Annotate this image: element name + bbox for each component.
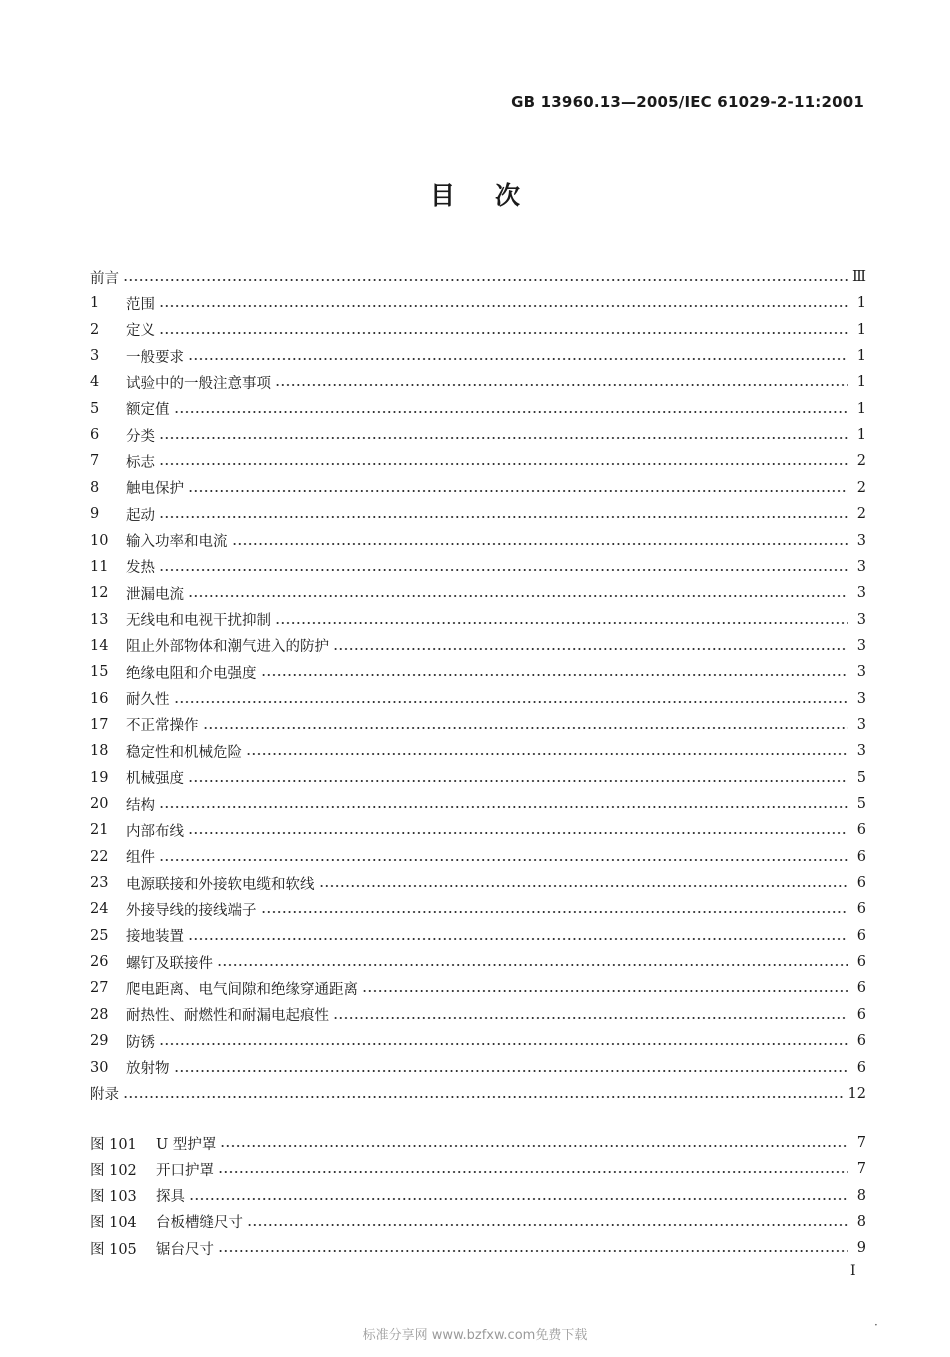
- dot-leader: [218, 1171, 848, 1173]
- page-ref: 1: [856, 348, 866, 365]
- toc-entry: [90, 1004, 866, 1026]
- page-ref: 1: [856, 321, 866, 338]
- page-ref: 2: [856, 453, 866, 470]
- section-title: 绝缘电阻和介电强度: [126, 665, 257, 682]
- dot-leader: [261, 911, 849, 913]
- dot-leader: [159, 806, 848, 808]
- figure-number: 图 102: [90, 1162, 137, 1179]
- page-ref: 3: [856, 690, 866, 707]
- toc-entry: [90, 450, 866, 472]
- section-number: 14: [90, 637, 109, 654]
- section-number: 2: [90, 321, 100, 338]
- section-number: 1: [90, 295, 100, 312]
- toc-entry: [90, 556, 866, 578]
- section-title: 一般要求: [126, 349, 184, 366]
- section-title: 电源联接和外接软电缆和软线: [126, 876, 315, 893]
- section-number: 8: [90, 479, 100, 496]
- section-number: 22: [90, 848, 109, 865]
- section-title: 内部布线: [126, 823, 184, 840]
- section-number: 24: [90, 901, 109, 918]
- section-number: 5: [90, 400, 100, 417]
- section-number: 28: [90, 1006, 109, 1023]
- dot-leader: [217, 964, 848, 966]
- toc-entry: [90, 977, 866, 999]
- dot-leader: [159, 1043, 848, 1045]
- watermark-text: 标准分享网 www.bzfxw.com免费下载: [362, 1328, 588, 1343]
- dot-leader: [333, 648, 848, 650]
- corner-mark: ·: [874, 1318, 878, 1332]
- figure-number: 图 101: [90, 1136, 137, 1153]
- standard-code: GB 13960.13—2005/IEC 61029-2-11:2001: [511, 93, 864, 111]
- section-title: 接地装置: [126, 929, 184, 946]
- section-title: 耐久性: [126, 692, 170, 709]
- figure-title: U 型护罩: [156, 1136, 217, 1153]
- figure-entry: [90, 1237, 866, 1259]
- page-ref: 2: [856, 506, 866, 523]
- section-number: 12: [90, 585, 109, 602]
- dot-leader: [188, 358, 848, 360]
- section-number: 21: [90, 822, 109, 839]
- section-title: 外接导线的接线端子: [126, 902, 257, 919]
- page-ref: 3: [856, 611, 866, 628]
- toc-entry: [90, 1030, 866, 1052]
- toc-entry: [90, 582, 866, 604]
- dot-leader: [188, 780, 848, 782]
- dot-leader: [174, 1070, 849, 1072]
- page-ref: 1: [856, 295, 866, 312]
- section-title: 螺钉及联接件: [126, 955, 213, 972]
- toc-entry: [90, 688, 866, 710]
- dot-leader: [188, 595, 848, 597]
- figure-entry: [90, 1185, 866, 1207]
- page-ref: 1: [856, 400, 866, 417]
- section-title: 额定值: [126, 402, 170, 419]
- section-title: 组件: [126, 850, 155, 867]
- dot-leader: [174, 701, 849, 703]
- dot-leader: [159, 569, 848, 571]
- page-ref: 3: [856, 637, 866, 654]
- section-title: 发热: [126, 560, 155, 577]
- section-title: 分类: [126, 428, 155, 445]
- dot-leader: [275, 622, 848, 624]
- page-ref: 6: [856, 980, 866, 997]
- toc-entry: [90, 767, 866, 789]
- figure-entry: [90, 1158, 866, 1180]
- dot-leader: [275, 384, 848, 386]
- page-ref: 7: [856, 1161, 866, 1178]
- dot-leader: [159, 859, 848, 861]
- section-number: 9: [90, 506, 100, 523]
- toc-entry: [90, 793, 866, 815]
- dot-leader: [218, 1250, 848, 1252]
- figure-entry: [90, 1211, 866, 1233]
- toc-entry: [90, 371, 866, 393]
- section-number: 6: [90, 427, 100, 444]
- section-number: 29: [90, 1033, 109, 1050]
- figure-title: 台板槽缝尺寸: [156, 1215, 243, 1232]
- page-ref: 6: [856, 848, 866, 865]
- page-ref: 5: [856, 769, 866, 786]
- dot-leader: [203, 727, 849, 729]
- section-title: 输入功率和电流: [126, 534, 228, 550]
- page-number: I: [850, 1263, 856, 1279]
- section-title: 定义: [126, 323, 155, 340]
- page-ref: 6: [856, 927, 866, 944]
- page-ref: 6: [856, 1033, 866, 1050]
- section-number: 26: [90, 954, 109, 971]
- dot-leader: [123, 279, 848, 281]
- figure-number: 图 105: [90, 1241, 137, 1258]
- section-number: 18: [90, 743, 109, 760]
- section-title: 爬电距离、电气间隙和绝缘穿通距离: [126, 981, 358, 998]
- page-ref: 6: [856, 901, 866, 918]
- toc-entry: [90, 1083, 866, 1105]
- toc-entry: [90, 661, 866, 683]
- figure-entry: [90, 1132, 866, 1154]
- section-number: 17: [90, 716, 109, 733]
- dot-leader: [159, 305, 848, 307]
- page-ref: 6: [856, 1059, 866, 1076]
- toc-entry: [90, 292, 866, 314]
- dot-leader: [220, 1145, 848, 1147]
- dot-leader: [159, 437, 848, 439]
- dot-leader: [188, 938, 848, 940]
- section-number: 7: [90, 453, 100, 470]
- toc-entry: [90, 609, 866, 631]
- figure-title: 锯台尺寸: [156, 1241, 214, 1258]
- toc-entry: [90, 819, 866, 841]
- dot-leader: [174, 411, 849, 413]
- dot-leader: [232, 543, 849, 545]
- dot-leader: [319, 885, 849, 887]
- section-title: 不正常操作: [126, 718, 199, 735]
- section-number: 20: [90, 796, 109, 812]
- page-ref: 3: [856, 532, 866, 549]
- section-number: 13: [90, 611, 109, 628]
- page-ref: 3: [856, 664, 866, 681]
- dot-leader: [189, 1198, 848, 1200]
- dot-leader: [261, 674, 849, 676]
- toc-entry: [90, 714, 866, 736]
- toc-entry: [90, 740, 866, 762]
- figure-number: 图 104: [90, 1215, 137, 1232]
- page-ref: 3: [856, 743, 866, 760]
- section-number: 27: [90, 980, 109, 997]
- section-title: 前言: [90, 270, 119, 287]
- toc-entry: [90, 477, 866, 499]
- dot-leader: [246, 753, 848, 755]
- page-ref: 1: [856, 374, 866, 391]
- dot-leader: [362, 990, 848, 992]
- toc-entry: [90, 635, 866, 657]
- section-title: 起动: [126, 507, 155, 524]
- section-title: 耐热性、耐燃性和耐漏电起痕性: [126, 1008, 329, 1025]
- toc-entry: [90, 925, 866, 947]
- section-number: 3: [90, 348, 100, 365]
- section-title: 防锈: [126, 1034, 155, 1051]
- section-title: 稳定性和机械危险: [126, 744, 242, 761]
- section-title: 放射物: [126, 1061, 170, 1077]
- dot-leader: [159, 516, 848, 518]
- section-title: 标志: [126, 454, 155, 471]
- toc-entry: [90, 530, 866, 552]
- page-ref: Ⅲ: [852, 269, 866, 285]
- dot-leader: [159, 463, 848, 465]
- toc-entry: [90, 951, 866, 973]
- page-ref: 3: [856, 585, 866, 602]
- section-number: 10: [90, 532, 109, 549]
- dot-leader: [123, 1096, 844, 1098]
- page-ref: 1: [856, 427, 866, 444]
- section-title: 无线电和电视干扰抑制: [126, 613, 271, 630]
- section-number: 25: [90, 927, 109, 944]
- dot-leader: [188, 832, 848, 834]
- page-ref: 6: [856, 875, 866, 892]
- page-ref: 6: [856, 822, 866, 839]
- page-ref: 9: [856, 1240, 866, 1257]
- section-number: 4: [90, 374, 100, 391]
- section-number: 19: [90, 769, 109, 786]
- dot-leader: [188, 490, 848, 492]
- figure-title: 探具: [156, 1189, 185, 1206]
- page-ref: 6: [856, 1006, 866, 1023]
- section-title: 试验中的一般注意事项: [126, 375, 271, 392]
- section-title: 触电保护: [126, 481, 184, 498]
- toc-entry: [90, 1057, 866, 1079]
- page-ref: 3: [856, 716, 866, 733]
- toc-entry: [90, 872, 866, 894]
- page-title: 目次: [429, 181, 560, 210]
- section-number: 16: [90, 690, 109, 707]
- dot-leader: [247, 1224, 848, 1226]
- page-ref: 2: [856, 479, 866, 496]
- figure-number: 图 103: [90, 1189, 137, 1206]
- toc-entry: [90, 266, 866, 288]
- toc-entry: [90, 319, 866, 341]
- page-ref: 3: [856, 558, 866, 575]
- page-ref: 8: [856, 1213, 866, 1230]
- toc-entry: [90, 398, 866, 420]
- page-ref: 6: [856, 954, 866, 971]
- page-ref: 7: [856, 1135, 866, 1151]
- section-title: 泄漏电流: [126, 586, 184, 603]
- dot-leader: [333, 1017, 848, 1019]
- toc-entry: [90, 345, 866, 367]
- section-title: 阻止外部物体和潮气进入的防护: [126, 639, 329, 656]
- figure-title: 开口护罩: [156, 1162, 214, 1179]
- page-ref: 12: [847, 1085, 866, 1102]
- section-title: 机械强度: [126, 771, 184, 788]
- section-number: 30: [90, 1059, 109, 1076]
- section-title: 范围: [126, 296, 155, 313]
- section-title: 附录: [90, 1087, 119, 1104]
- section-number: 11: [90, 558, 109, 575]
- toc-entry: [90, 898, 866, 920]
- page-ref: 8: [856, 1187, 866, 1204]
- toc-entry: [90, 424, 866, 446]
- toc-entry: [90, 503, 866, 525]
- section-number: 15: [90, 664, 109, 681]
- dot-leader: [159, 332, 848, 334]
- section-number: 23: [90, 875, 109, 892]
- toc-entry: [90, 846, 866, 868]
- section-title: 结构: [126, 797, 155, 814]
- page-ref: 5: [856, 796, 866, 812]
